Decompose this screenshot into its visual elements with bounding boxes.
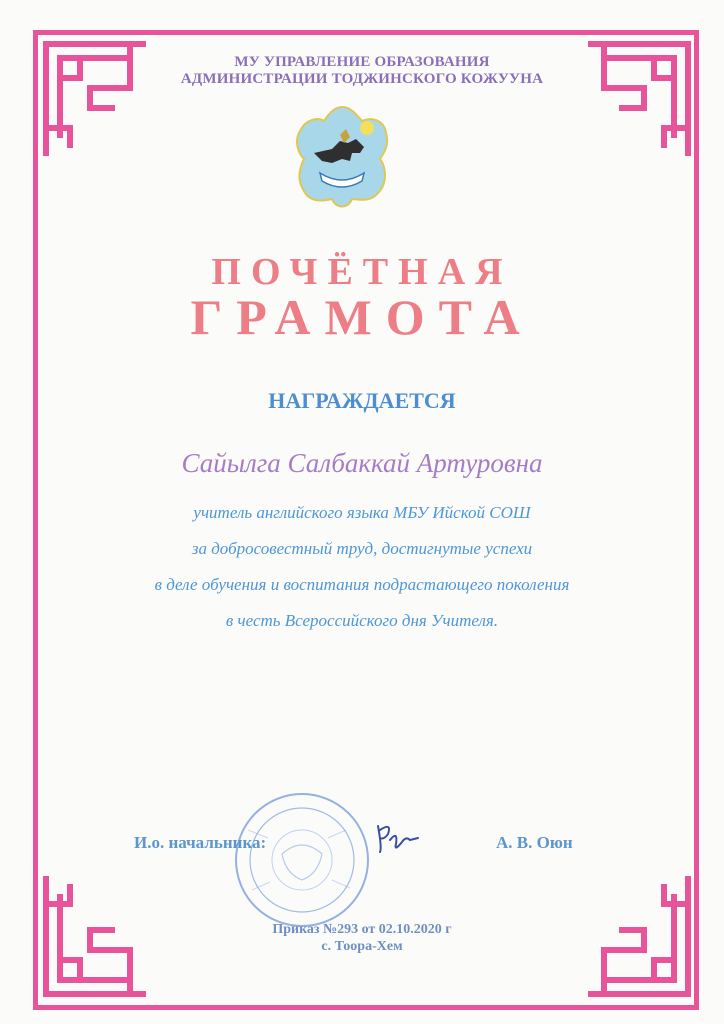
- tuva-emblem-icon: [292, 103, 392, 215]
- recipient-name: Сайылга Салбаккай Артуровна: [181, 448, 543, 478]
- order-number: Приказ №293 от 02.10.2020 г: [272, 922, 452, 937]
- award-text-line-1: учитель английского языка МБУ Ийской СОШ: [193, 503, 531, 522]
- award-text-line-2: за добросовестный труд, достигнутые успехи: [191, 539, 533, 558]
- award-text-line-3: в деле обучения и воспитания подрастающего поколения: [154, 575, 570, 594]
- award-text-line-4: в честь Всероссийского дня Учителя.: [225, 611, 499, 630]
- title-line1: ПОЧЁТНАЯ: [211, 251, 513, 293]
- handwritten-signature-icon: [372, 818, 424, 858]
- signatory-name: А. В. Оюн: [496, 833, 573, 852]
- signatory-position: И.о. начальника:: [134, 833, 267, 852]
- awarded-label: НАГРАЖДАЕТСЯ: [268, 388, 456, 413]
- title-line2: ГРАМОТА: [190, 289, 534, 345]
- org-name-line2: АДМИНИСТРАЦИИ ТОДЖИНСКОГО КОЖУУНА: [180, 71, 544, 87]
- official-stamp-icon: [228, 790, 376, 930]
- place-of-issue: с. Тоора-Хем: [321, 939, 403, 954]
- org-name-line1: МУ УПРАВЛЕНИЕ ОБРАЗОВАНИЯ: [234, 54, 490, 70]
